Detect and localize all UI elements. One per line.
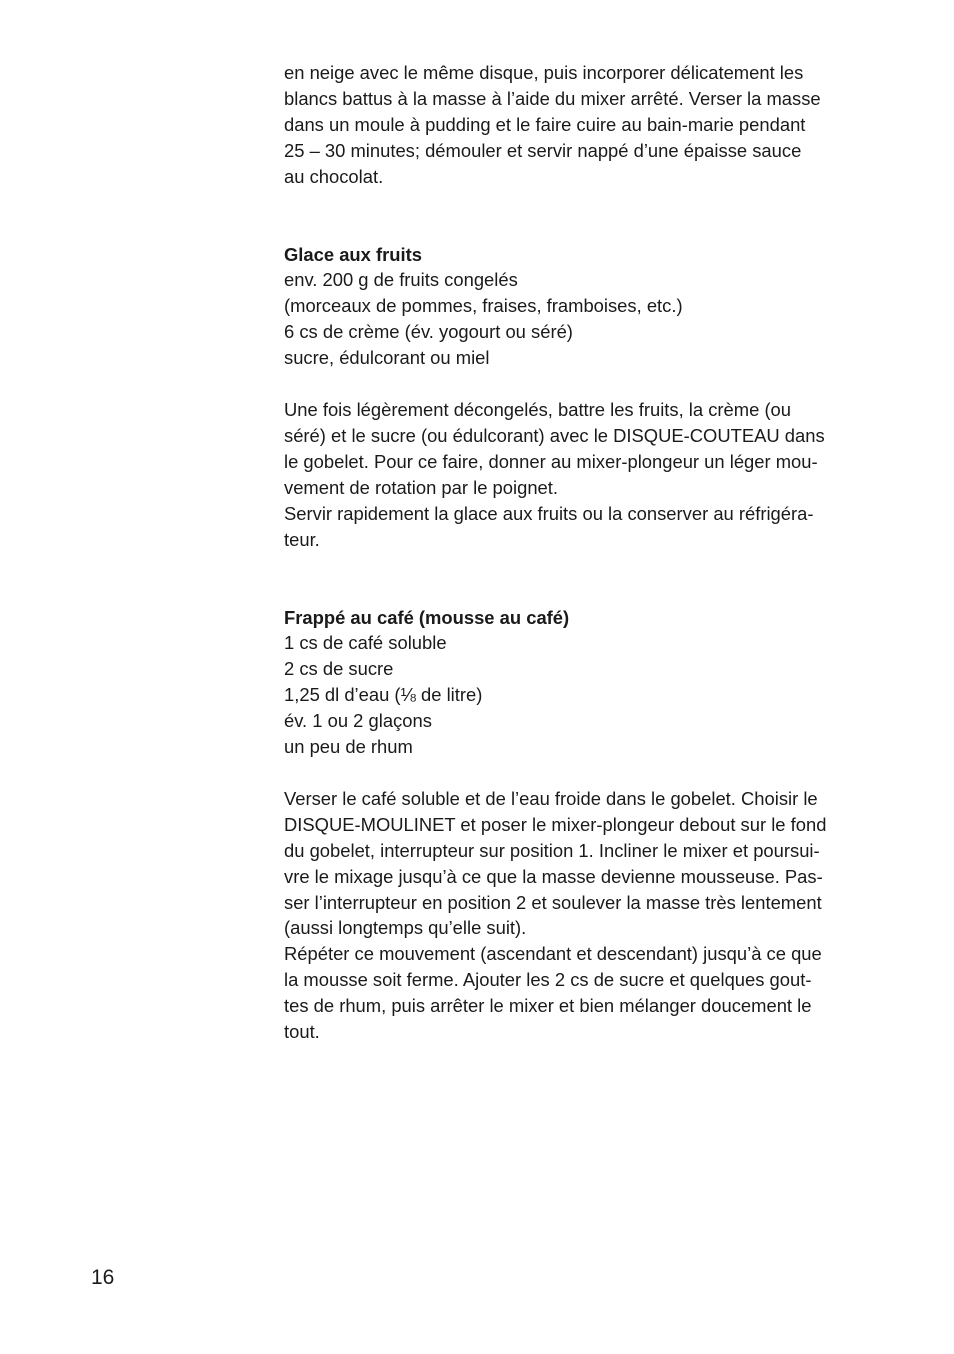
ingredient-item: un peu de rhum [284, 736, 413, 758]
text-line: 25 – 30 minutes; démouler et servir nappé d’une épaisse sauce [284, 139, 802, 161]
paragraph-spacer [284, 371, 874, 397]
intro-paragraph [284, 60, 874, 190]
text-line: Verser le café soluble et de l’eau froide dans le gobelet. Choisir le [284, 787, 818, 809]
ingredient-item: 1,25 dl d’eau (⅛ de litre) [284, 684, 483, 706]
text-line: vre le mixage jusqu’à ce que la masse devienne mousseuse. Pas- [284, 865, 823, 887]
text-line: séré) et le sucre (ou édulcorant) avec le DISQUE-COUTEAU dans [284, 424, 825, 446]
ingredient-list [284, 267, 874, 371]
recipe-frappe [284, 605, 874, 1046]
ingredient-item: env. 200 g de fruits congelés [284, 269, 518, 291]
text-line: tes de rhum, puis arrêter le mixer et bien mélanger doucement le [284, 995, 812, 1017]
text-line: en neige avec le même disque, puis incorporer délicatement les [284, 62, 804, 83]
section-spacer [284, 553, 874, 605]
recipe-glace [284, 242, 874, 553]
ingredient-item: év. 1 ou 2 glaçons [284, 710, 432, 732]
recipe-title: Glace aux fruits [284, 243, 422, 265]
ingredient-item: (morceaux de pommes, fraises, framboises, etc.) [284, 295, 683, 317]
text-line: Une fois légèrement décongelés, battre les fruits, la crème (ou [284, 399, 792, 421]
text-line: du gobelet, interrupteur sur position 1. Incliner le mixer et poursui- [284, 839, 820, 861]
text-line: dans un moule à pudding et le faire cuire au bain-marie pendant [284, 113, 806, 135]
text-line: Servir rapidement la glace aux fruits ou la conserver au réfrigéra- [284, 502, 814, 524]
ingredient-item: sucre, édulcorant ou miel [284, 347, 490, 369]
text-line: la mousse soit ferme. Ajouter les 2 cs de sucre et quelques gout- [284, 969, 812, 991]
text-line: Répéter ce mouvement (ascendant et descendant) jusqu’à ce que [284, 943, 822, 965]
text-line: au chocolat. [284, 165, 384, 187]
section-spacer [284, 190, 874, 242]
text-line: DISQUE-MOULINET et poser le mixer-plongeur debout sur le fond [284, 813, 827, 835]
text-line: vement de rotation par le poignet. [284, 476, 558, 498]
ingredient-item: 6 cs de crème (év. yogourt ou séré) [284, 321, 573, 343]
method-paragraph [284, 786, 874, 1045]
text-column [284, 60, 874, 1045]
ingredient-list [284, 630, 874, 760]
text-line: le gobelet. Pour ce faire, donner au mixer-plongeur un léger mou- [284, 450, 818, 472]
method-paragraph [284, 397, 874, 552]
ingredient-item: 2 cs de sucre [284, 658, 394, 680]
recipe-title: Frappé au café (mousse au café) [284, 606, 570, 628]
text-line: teur. [284, 528, 320, 550]
text-line: tout. [284, 1021, 320, 1043]
text-line: ser l’interrupteur en position 2 et soulever la masse très lentement [284, 891, 822, 913]
ingredient-item: 1 cs de café soluble [284, 632, 447, 654]
paragraph-spacer [284, 760, 874, 786]
text-line: (aussi longtemps qu’elle suit). [284, 917, 527, 939]
page-number: 16 [91, 1266, 115, 1289]
text-line: blancs battus à la masse à l’aide du mixer arrêté. Verser la masse [284, 87, 821, 109]
